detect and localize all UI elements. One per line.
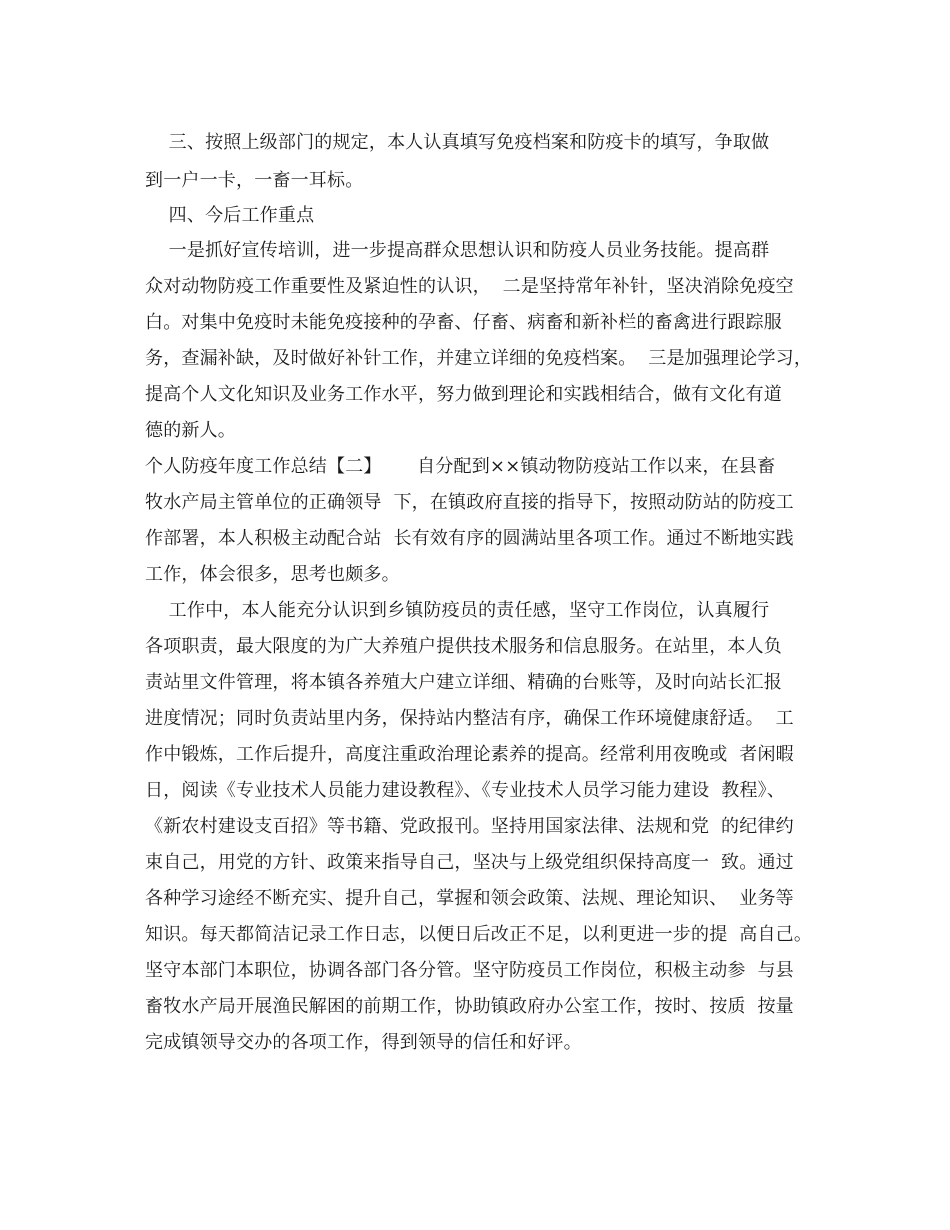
- text-line: 工作中，本人能充分认识到乡镇防疫员的责任感，坚守工作岗位，认真履行: [145, 600, 770, 621]
- text-line: 完成镇领导交办的各项工作，得到领导的信任和好评。: [145, 1032, 582, 1053]
- text-line: 工作，体会很多，思考也颇多。: [145, 564, 400, 585]
- text-line: 众对动物防疫工作重要性及紧迫性的认识， 二是坚持常年补针，坚决消除免疫空: [145, 276, 794, 297]
- text-line: 白。对集中免疫时未能免疫接种的孕畜、仔畜、病畜和新补栏的畜禽进行跟踪服: [145, 312, 782, 333]
- text-line: 作中锻炼，工作后提升，高度注重政治理论素养的提高。经常利用夜晚或 者闲暇: [145, 744, 794, 765]
- text-line: 三、按照上级部门的规定，本人认真填写免疫档案和防疫卡的填写，争取做: [145, 132, 770, 153]
- text-line: 畜牧水产局开展渔民解困的前期工作，协助镇政府办公室工作，按时、按质 按量: [145, 996, 794, 1017]
- text-line: 《新农村建设支百招》等书籍、党政报刊。坚持用国家法律、法规和党 的纪律约: [145, 816, 794, 837]
- text-line: 各项职责，最大限度的为广大养殖户提供技术服务和信息服务。在站里，本人负: [145, 636, 782, 657]
- text-line: 知识。每天都简洁记录工作日志，以便日后改正不足，以利更进一步的提 高自己。: [145, 924, 813, 945]
- text-line: 束自己，用党的方针、政策来指导自己，坚决与上级党组织保持高度一 致。通过: [145, 852, 794, 873]
- text-line: 德的新人。: [145, 420, 236, 441]
- text-line: 各种学习途经不断充实、提升自己，掌握和领会政策、法规、理论知识、 业务等: [145, 888, 794, 909]
- text-line: 坚守本部门本职位，协调各部门各分管。坚守防疫员工作岗位，积极主动参 与县: [145, 960, 794, 981]
- section-heading-line: 个人防疫年度工作总结【二】 自分配到××镇动物防疫站工作以来，在县畜: [145, 456, 776, 477]
- text-line: 提高个人文化知识及业务工作水平，努力做到理论和实践相结合，做有文化有道: [145, 384, 782, 405]
- text-line: 作部署，本人积极主动配合站 长有效有序的圆满站里各项工作。通过不断地实践: [145, 528, 794, 549]
- text-line: 到一户一卡，一畜一耳标。: [145, 170, 364, 191]
- text-line: 日，阅读《专业技术人员能力建设教程》、《专业技术人员学习能力建设 教程》、: [145, 780, 786, 801]
- text-line: 责站里文件管理，将本镇各养殖大户建立详细、精确的台账等，及时向站长汇报: [145, 672, 782, 693]
- text-line: 一是抓好宣传培训，进一步提高群众思想认识和防疫人员业务技能。提高群: [145, 240, 770, 261]
- text-line: 进度情况；同时负责站里内务，保持站内整洁有序，确保工作环境健康舒适。 工: [145, 708, 794, 729]
- text-line: 牧水产局主管单位的正确领导 下，在镇政府直接的指导下，按照动防站的防疫工: [145, 492, 794, 513]
- text-line: 务，查漏补缺，及时做好补针工作，并建立详细的免疫档案。 三是加强理论学习，: [145, 348, 813, 369]
- text-line: 四、今后工作重点: [145, 205, 315, 226]
